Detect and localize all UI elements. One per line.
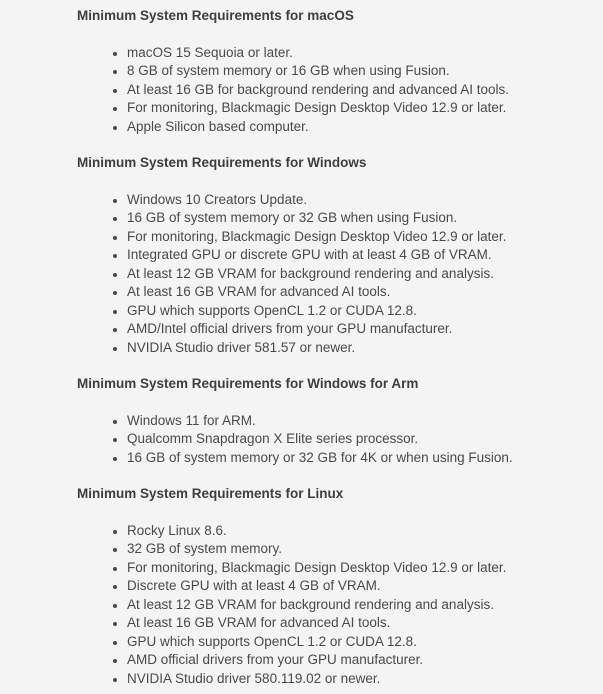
requirement-item: • Windows 10 Creators Update. <box>127 191 583 210</box>
requirements-section <box>77 375 583 467</box>
requirement-item: • 32 GB of system memory. <box>127 540 583 559</box>
requirement-item: • Rocky Linux 8.6. <box>127 522 583 541</box>
requirements-section <box>77 7 583 136</box>
requirement-item: • AMD official drivers from your GPU manufacturer. <box>127 651 583 670</box>
requirements-list <box>77 412 583 468</box>
requirements-section <box>77 485 583 688</box>
requirement-item: • NVIDIA Studio driver 580.119.02 or newer. <box>127 670 583 689</box>
requirement-item: • Discrete GPU with at least 4 GB of VRAM. <box>127 577 583 596</box>
requirement-item: • At least 12 GB VRAM for background rendering and analysis. <box>127 596 583 615</box>
requirement-item: • For monitoring, Blackmagic Design Desktop Video 12.9 or later. <box>127 99 583 118</box>
requirement-item: • NVIDIA Studio driver 581.57 or newer. <box>127 339 583 358</box>
section-heading: Minimum System Requirements for macOS <box>77 8 354 23</box>
requirement-item: • GPU which supports OpenCL 1.2 or CUDA 12.8. <box>127 633 583 652</box>
requirements-list <box>77 522 583 689</box>
requirement-item: • AMD/Intel official drivers from your GPU manufacturer. <box>127 320 583 339</box>
requirement-item: • For monitoring, Blackmagic Design Desktop Video 12.9 or later. <box>127 559 583 578</box>
requirement-item: • At least 12 GB VRAM for background rendering and analysis. <box>127 265 583 284</box>
requirement-item: • 8 GB of system memory or 16 GB when using Fusion. <box>127 62 583 81</box>
requirement-item: • Integrated GPU or discrete GPU with at least 4 GB of VRAM. <box>127 246 583 265</box>
requirement-item: • At least 16 GB VRAM for advanced AI tools. <box>127 614 583 633</box>
section-heading: Minimum System Requirements for Linux <box>77 486 344 501</box>
requirement-item: • At least 16 GB VRAM for advanced AI tools. <box>127 283 583 302</box>
section-heading: Minimum System Requirements for Windows for Arm <box>77 376 419 391</box>
requirement-item: • macOS 15 Sequoia or later. <box>127 44 583 63</box>
requirement-item: • 16 GB of system memory or 32 GB for 4K or when using Fusion. <box>127 449 583 468</box>
requirement-item: • GPU which supports OpenCL 1.2 or CUDA 12.8. <box>127 302 583 321</box>
requirement-item: • Apple Silicon based computer. <box>127 118 583 137</box>
requirement-item: • Windows 11 for ARM. <box>127 412 583 431</box>
requirement-item: • For monitoring, Blackmagic Design Desktop Video 12.9 or later. <box>127 228 583 247</box>
page-content <box>77 7 583 688</box>
requirements-list <box>77 191 583 358</box>
requirements-section <box>77 154 583 357</box>
section-heading: Minimum System Requirements for Windows <box>77 155 367 170</box>
requirement-item: • Qualcomm Snapdragon X Elite series processor. <box>127 430 583 449</box>
requirements-list <box>77 44 583 137</box>
requirement-item: • At least 16 GB for background rendering and advanced AI tools. <box>127 81 583 100</box>
requirement-item: • 16 GB of system memory or 32 GB when using Fusion. <box>127 209 583 228</box>
